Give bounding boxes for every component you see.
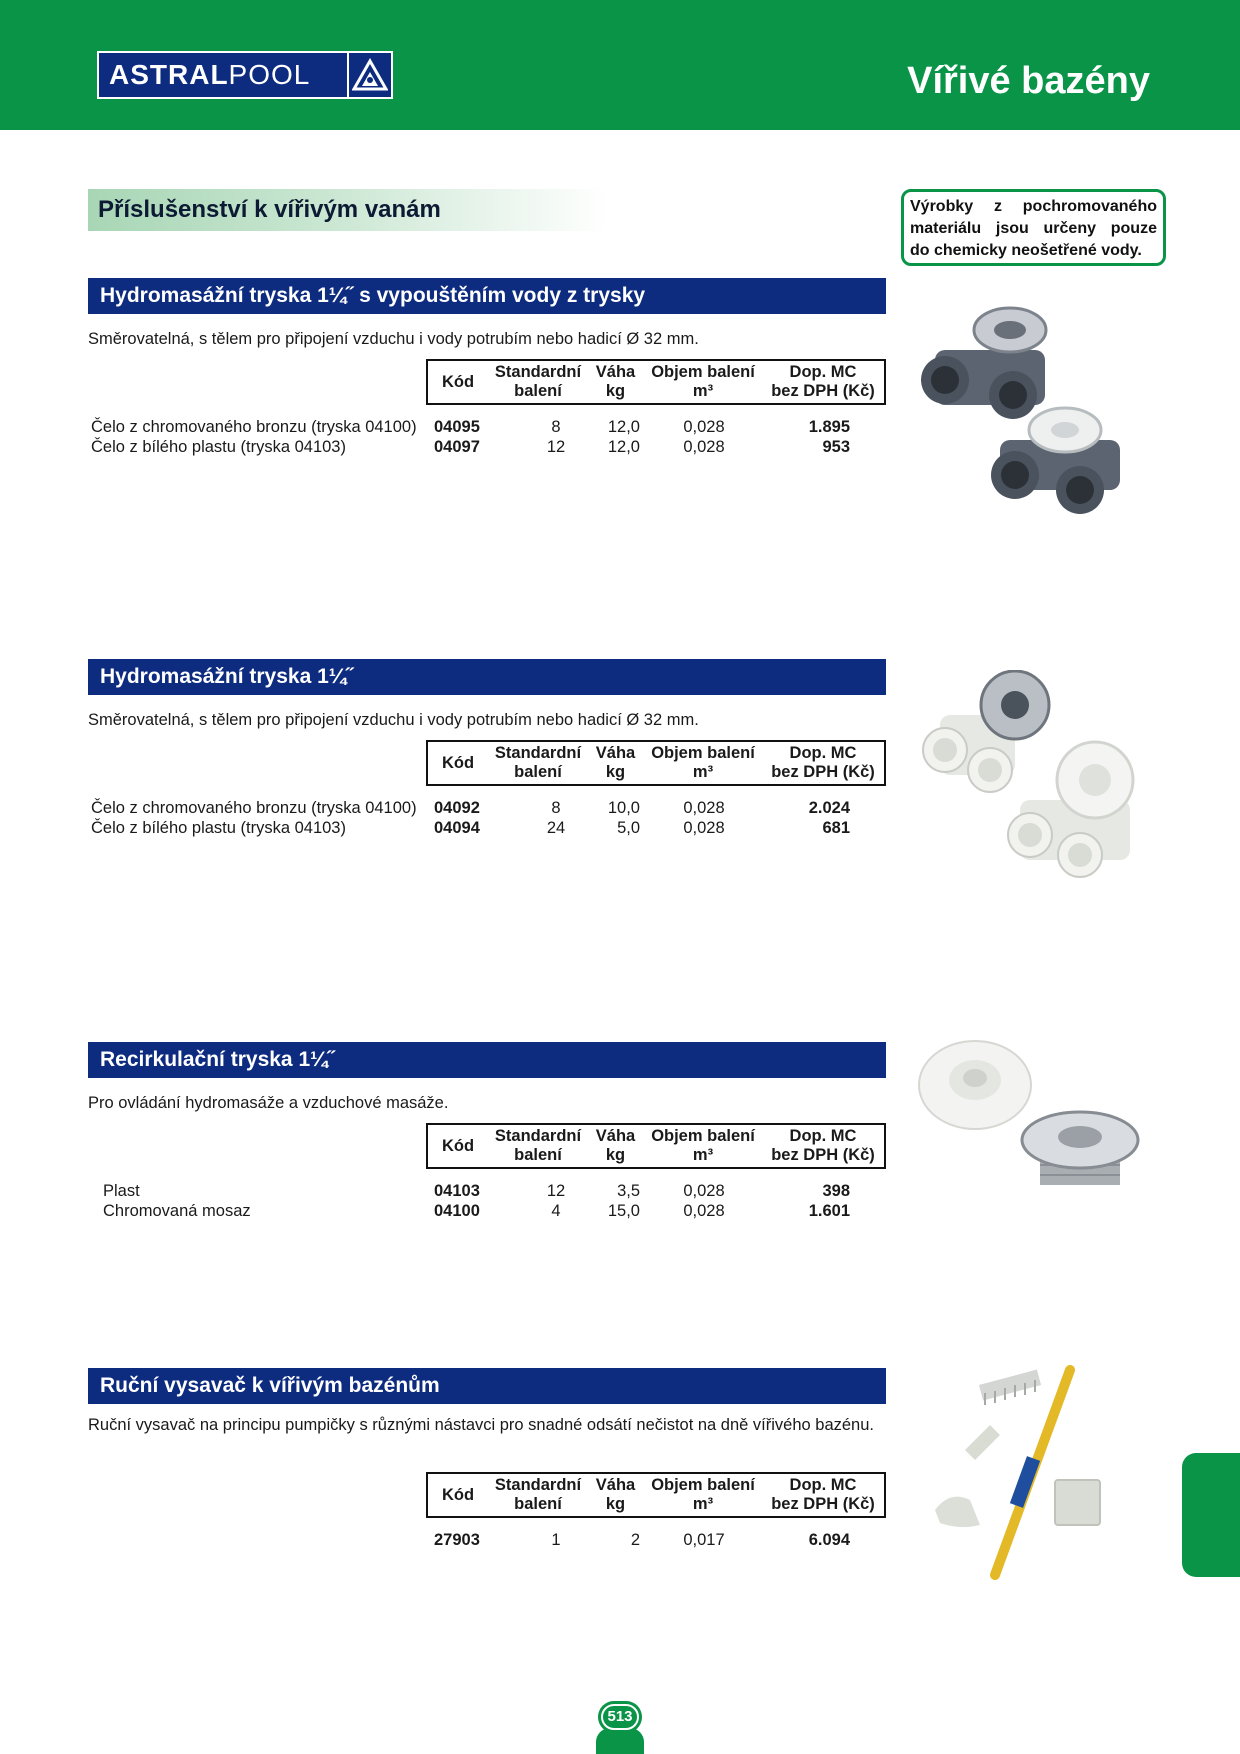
page-number: 513 <box>601 1704 639 1730</box>
table-row: Čelo z chromovaného bronzu (tryska 04100) 04092 8 10,0 0,028 2.024 <box>91 799 850 817</box>
chrome-products-note <box>901 189 1166 266</box>
table-row: Plast 04103 12 3,5 0,028 398 <box>103 1182 850 1200</box>
hand-vacuum-product-image <box>925 1365 1125 1580</box>
section-description: Pro ovládání hydromasáže a vzduchové masáže. <box>88 1094 449 1112</box>
page-header <box>0 0 1240 130</box>
jet-product-image <box>920 670 1155 885</box>
astralpool-logo <box>97 51 393 99</box>
table-row: Čelo z chromovaného bronzu (tryska 04100) 04095 8 12,0 0,028 1.895 <box>91 418 850 436</box>
jet-drain-product-image <box>915 300 1155 525</box>
section-description: Směrovatelná, s tělem pro připojení vzduchu i vody potrubím nebo hadicí Ø 32 mm. <box>88 330 699 348</box>
recirculation-jet-product-image <box>915 1040 1140 1210</box>
section-description: Směrovatelná, s tělem pro připojení vzduchu i vody potrubím nebo hadicí Ø 32 mm. <box>88 711 699 729</box>
page-number-tab <box>596 1728 644 1754</box>
section-title-jet: Hydromasážní tryska 1¼˝ <box>88 659 886 695</box>
page-heading: Příslušenství k vířivým vanám <box>88 189 608 231</box>
table-header: Kód Standardní balení Váha kg Objem balení m³ Dop. MC bez DPH (Kč) <box>426 1472 886 1518</box>
note-line-3: do chemicky neošetřené vody. <box>910 242 1142 259</box>
section-title-recirculation-jet: Recirkulační tryska 1¼˝ <box>88 1042 886 1078</box>
table-header: Kód Standardní balení Váha kg Objem balení m³ Dop. MC bez DPH (Kč) <box>426 1123 886 1169</box>
note-line-1: Výrobky z pochromovaného <box>910 198 1157 215</box>
logo-text-bold: ASTRAL <box>109 59 229 90</box>
table-row: Chromovaná mosaz 04100 4 15,0 0,028 1.601 <box>103 1202 850 1220</box>
table-row: Čelo z bílého plastu (tryska 04103) 04097 12 12,0 0,028 953 <box>91 438 850 456</box>
section-description: Ruční vysavač na principu pumpičky s různými nástavci pro snadné odsátí nečistot na dně vířivého bazénu. <box>88 1416 874 1434</box>
section-side-tab <box>1182 1453 1240 1577</box>
logo-text-light: POOL <box>228 59 311 90</box>
table-header: Kód Standardní balení Váha kg Objem balení m³ Dop. MC bez DPH (Kč) <box>426 359 886 405</box>
section-title-jet-drain: Hydromasážní tryska 1¼˝ s vypouštěním vody z trysky <box>88 278 886 314</box>
astralpool-logo-mark-icon <box>347 53 391 97</box>
table-row: 27903 1 2 0,017 6.094 <box>434 1531 850 1549</box>
table-header: Kód Standardní balení Váha kg Objem balení m³ Dop. MC bez DPH (Kč) <box>426 740 886 786</box>
header-title: Vířivé bazény <box>907 60 1150 102</box>
table-row: Čelo z bílého plastu (tryska 04103) 04094 24 5,0 0,028 681 <box>91 819 850 837</box>
section-title-hand-vacuum: Ruční vysavač k vířivým bazénům <box>88 1368 886 1404</box>
note-line-2: materiálu jsou určeny pouze <box>910 220 1157 237</box>
